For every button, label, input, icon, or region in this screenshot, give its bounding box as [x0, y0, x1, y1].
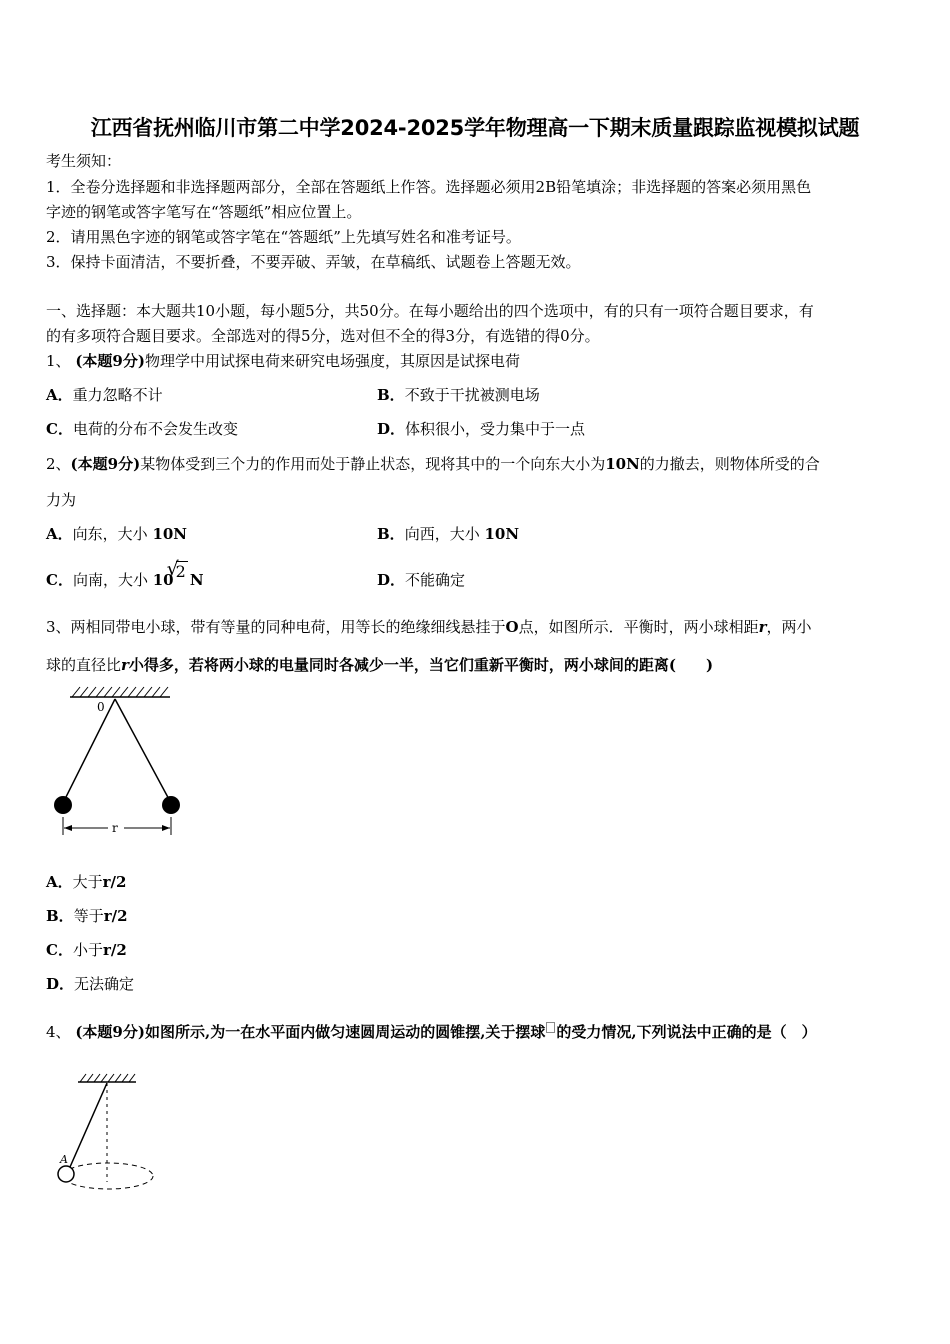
option-text: 不能确定: [405, 571, 466, 589]
circular-path: [63, 1163, 153, 1189]
exam-title: 江西省抚州临川市第二中学2024-2025学年物理高一下期末质量跟踪监视模拟试题: [90, 116, 860, 140]
option-text: 向南，大小: [72, 571, 148, 589]
distance-r: r: [121, 656, 129, 674]
two-charged-balls-figure: [44, 683, 194, 843]
question-3-option-c: [46, 940, 127, 960]
question-2-stem-line-2: 力为: [46, 491, 77, 509]
option-text: 不致于干扰被测电场: [404, 386, 540, 404]
option-label: D．: [377, 420, 406, 438]
point-o: O: [505, 618, 519, 636]
option-label: D．: [46, 975, 75, 993]
conical-pendulum-figure: [52, 1070, 167, 1200]
question-2-stem: [46, 454, 820, 474]
notice-item-1-line-1: 1．全卷分选择题和非选择题两部分，全部在答题纸上作答。选择题必须用2B铅笔填涂；非选择题的答案必须用黑色: [46, 178, 812, 196]
question-2-text-a: 某物体受到三个力的作用而处于静止状态，现将其中的一个向东大小为: [140, 455, 606, 473]
question-1-number: 1、: [46, 352, 71, 370]
question-3-text: 点，如图所示．平衡时，两小球相距: [518, 618, 759, 636]
question-4-text-b: 的受力情况,下列说法中正确的是（ ）: [556, 1023, 817, 1041]
option-text: 向西，大小: [404, 525, 480, 543]
label-r: r: [112, 821, 118, 835]
question-3-text: 3、两相同带电小球，带有等量的同种电荷，用等长的绝缘细线悬挂于: [46, 618, 506, 636]
question-2-text-c: 的力撤去，则物体所受的合: [639, 455, 820, 473]
ball-left: [54, 796, 72, 814]
option-text: 向东，大小: [72, 525, 148, 543]
notice-item-3: 3．保持卡面清洁，不要折叠，不要弄破、弄皱，在草稿纸、试题卷上答题无效。: [46, 253, 581, 271]
question-1-score: (本题9分): [75, 352, 145, 370]
question-3-option-b: [46, 906, 128, 926]
option-label: C．: [46, 941, 73, 959]
question-2-option-c: [46, 558, 204, 590]
question-1-text: 物理学中用试探电荷来研究电场强度，其原因是试探电荷: [144, 352, 520, 370]
question-3-option-a: [46, 872, 126, 892]
ceiling-hatching: [72, 687, 168, 697]
missing-glyph-box: [546, 1022, 555, 1033]
option-value: 10N: [152, 525, 188, 543]
option-label: B．: [377, 525, 405, 543]
option-label: A．: [46, 525, 73, 543]
arrow-left: [64, 825, 72, 831]
question-2-score: (本题9分): [70, 455, 141, 473]
distance-r: r: [758, 618, 767, 636]
question-2-option-a: [46, 524, 187, 544]
sqrt-symbol: √ 2: [166, 558, 186, 581]
option-value: 10: [152, 571, 174, 589]
option-label: D．: [377, 571, 406, 589]
ceiling-hatching: [80, 1074, 135, 1082]
sqrt-radicand: 2: [175, 562, 186, 581]
notice-heading: 考生须知：: [46, 152, 122, 170]
option-value: r/2: [102, 941, 127, 959]
question-3-option-d: [46, 974, 134, 994]
option-value: 10N: [484, 525, 520, 543]
option-value: r/2: [103, 907, 128, 925]
option-label: C．: [46, 571, 73, 589]
option-label: B．: [377, 386, 405, 404]
arrow-right: [162, 825, 170, 831]
question-4-stem: [46, 1022, 817, 1042]
option-label: B．: [46, 907, 74, 925]
option-text: 体积很小，受力集中于一点: [405, 420, 586, 438]
question-2-number: 2、: [46, 455, 71, 473]
section-intro-line-1: 一、选择题：本大题共10小题，每小题5分，共50分。在每小题给出的四个选项中，有的只有一项符合题目要求，有: [46, 302, 814, 320]
question-2-option-d: [377, 570, 465, 590]
question-4-score: (本题9分): [75, 1023, 145, 1041]
option-text: 重力忽略不计: [72, 386, 163, 404]
option-text: 等于: [73, 907, 104, 925]
label-o: 0: [97, 700, 105, 714]
ball-right: [162, 796, 180, 814]
question-3-text: 球的直径比: [46, 656, 122, 674]
pendulum-string: [70, 1083, 107, 1167]
question-2-force-value: 10N: [605, 455, 640, 473]
notice-item-2: 2．请用黑色字迹的钢笔或答字笔在“答题纸”上先填写姓名和准考证号。: [46, 228, 521, 246]
question-1-option-c: [46, 419, 238, 439]
label-a: A: [60, 1153, 68, 1166]
thread-right: [115, 699, 171, 803]
option-value: r/2: [102, 873, 127, 891]
option-label: A．: [46, 386, 73, 404]
question-1-option-a: [46, 385, 163, 405]
option-text: 小于: [72, 941, 103, 959]
notice-item-1-line-2: 字迹的钢笔或答字笔写在“答题纸”相应位置上。: [46, 203, 362, 221]
option-unit: N: [189, 571, 204, 589]
pendulum-ball: [58, 1166, 74, 1182]
question-3-text: ，两小: [766, 618, 812, 636]
question-4-text-a: 如图所示,为一在水平面内做匀速圆周运动的圆锥摆,关于摆球: [144, 1023, 546, 1041]
question-3-stem-line-2: [46, 655, 713, 675]
question-2-option-b: [377, 524, 519, 544]
option-text: 大于: [72, 873, 103, 891]
question-4-number: 4、: [46, 1023, 71, 1041]
question-1-stem: [46, 351, 520, 371]
option-label: A．: [46, 873, 73, 891]
question-3-text: 小得多，若将两小球的电量同时各减少一半，当它们重新平衡时，两小球间的距离( ): [128, 656, 714, 674]
section-intro-line-2: 的有多项符合题目要求。全部选对的得5分，选对但不全的得3分，有选错的得0分。: [46, 327, 600, 345]
option-text: 无法确定: [74, 975, 135, 993]
question-1-option-d: [377, 419, 585, 439]
question-3-stem-line-1: [46, 617, 812, 637]
question-1-option-b: [377, 385, 540, 405]
option-text: 电荷的分布不会发生改变: [72, 420, 238, 438]
thread-left: [63, 699, 115, 803]
option-label: C．: [46, 420, 73, 438]
